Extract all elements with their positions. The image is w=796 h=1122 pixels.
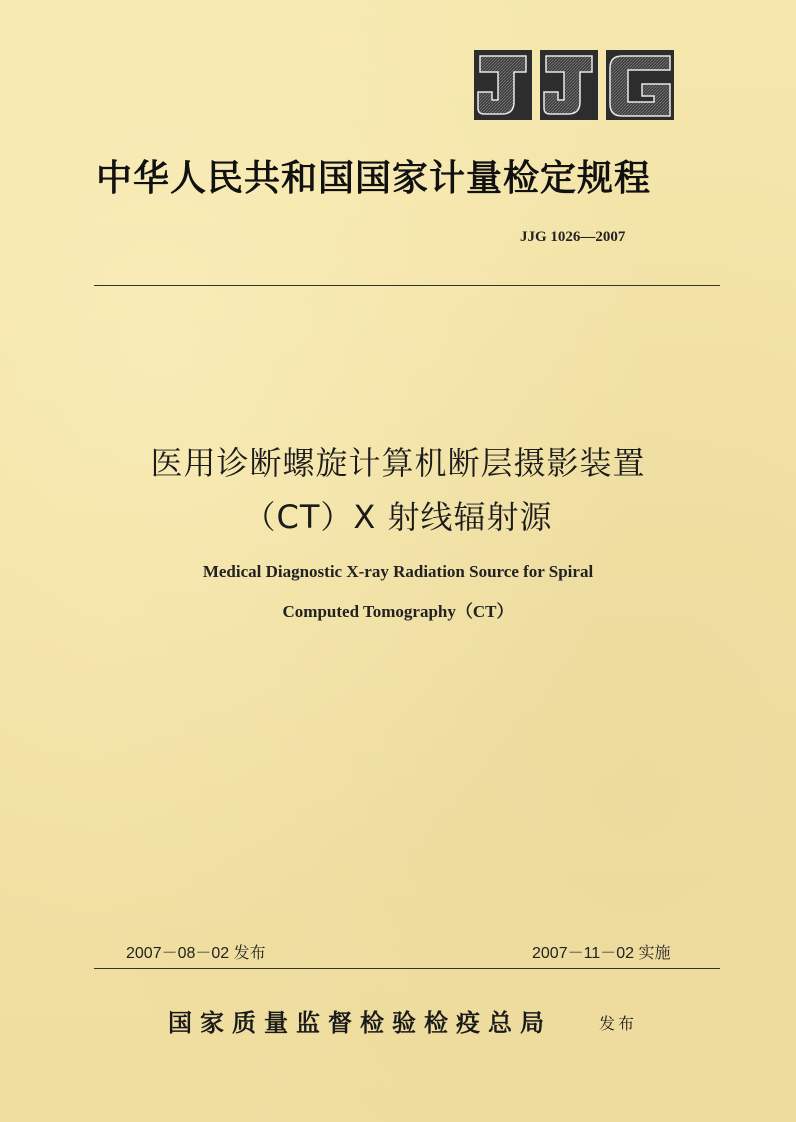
regulation-series-title: 中华人民共和国国家计量检定规程 [96,157,652,199]
issue-date: 2007－08－02 发布 [126,945,266,962]
standard-number: JJG 1026—2007 [520,229,626,245]
english-title-line-1: Medical Diagnostic X-ray Radiation Source for Spiral [202,562,594,581]
publish-label: 发布 [599,1014,638,1033]
chinese-title-line-1: 医用诊断螺旋计算机断层摄影装置 [150,444,646,482]
jjg-logo [470,44,678,126]
implementation-date: 2007－11－02 实施 [532,945,671,962]
chinese-title-line-2: （CT）X 射线辐射源 [243,498,553,536]
english-title-line-2: Computed Tomography（CT） [282,602,514,621]
publisher-name: 国家质量监督检验检疫总局 [168,1008,552,1037]
top-divider [94,285,720,286]
bottom-divider [94,968,720,969]
